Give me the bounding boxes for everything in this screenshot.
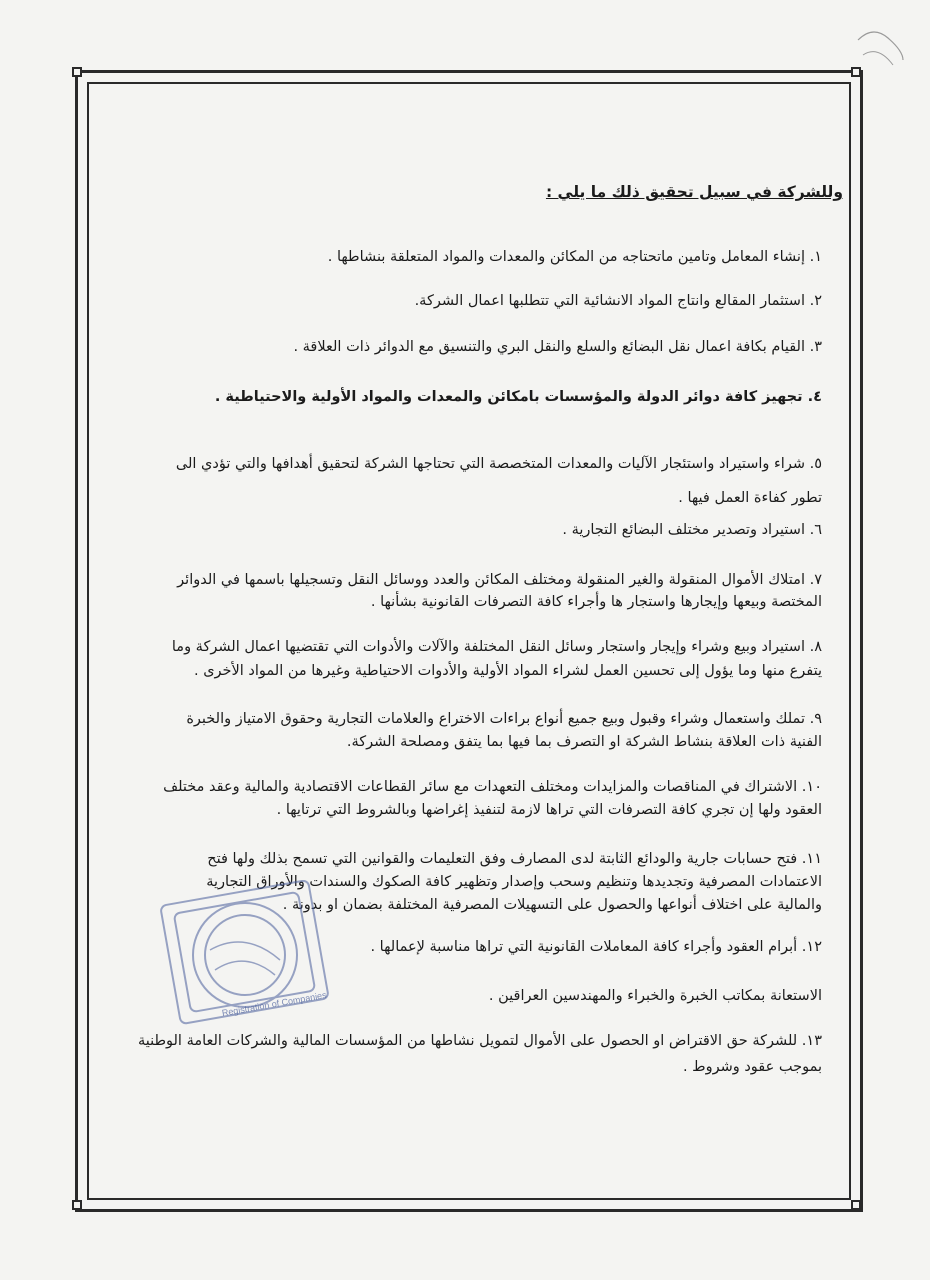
list-item: ٤. تجهيز كافة دوائر الدولة والمؤسسات بامكائن والمعدات والمواد الأولية والاحتياطية . (214, 389, 822, 405)
list-item: ٣. القيام بكافة اعمال نقل البضائع والسلع والنقل البري والتنسيق مع الدوائر ذات العلاقة . (293, 339, 822, 355)
border-corner-ornament (72, 1200, 82, 1210)
paragraph-line: الاستعانة بمكاتب الخبرة والخبراء والمهندسين العراقين . (488, 988, 822, 1004)
list-item-continuation: المختصة وبيعها وإيجارها واستجار ها وأجراء كافة التصرفات القانونية بشأنها . (370, 594, 822, 610)
list-item: ٦. استيراد وتصدير مختلف البضائع التجارية . (562, 522, 822, 538)
list-item-continuation: العقود ولها إن تجري كافة التصرفات التي تراها لازمة لتنفيذ إغراضها وبالشروط التي ترتايها . (276, 802, 822, 818)
list-item-continuation: الفنية ذات العلاقة بنشاط الشركة او التصرف بما فيها بما يتفق ومصلحة الشركة. (346, 734, 822, 750)
list-item: ٩. تملك واستعمال وشراء وقبول وبيع جميع أنواع براءات الاختراع والعلامات التجارية وحقوق الامتياز والخبرة (186, 711, 822, 727)
border-corner-ornament (851, 67, 861, 77)
list-item-continuation: تطور كفاءة العمل فيها . (678, 490, 822, 506)
list-item: ٢. استثمار المقالع وانتاج المواد الانشائية التي تتطلبها اعمال الشركة. (414, 293, 822, 309)
list-item: ٥. شراء واستيراد واستئجار الآليات والمعدات المتخصصة التي تحتاجها الشركة لتحقيق أهدافها والتي تؤدي الى (175, 456, 822, 472)
section-heading: وللشركة في سبيل تحقيق ذلك ما يلي : (545, 183, 843, 201)
list-item-continuation: والمالية على اختلاف أنواعها والحصول على التسهيلات المصرفية المختلفة بضمان او بدونة . (282, 897, 822, 913)
list-item-continuation: يتفرع منها وما يؤول إلى تحسين العمل لشراء المواد الأولية والأدوات الاحتياطية وغيرها من المواد الأخرى . (193, 663, 822, 679)
stamp-text: Registration of Companies (221, 989, 328, 1019)
list-item-continuation: الاعتمادات المصرفية وتجديدها وتنظيم وسحب وإصدار وتظهير كافة الصكوك والسندات والأوراق التجارية (206, 874, 822, 890)
list-item: ١٣. للشركة حق الاقتراض او الحصول على الأموال لتمويل نشاطها من المؤسسات المالية والشركات العامة الوطنية (137, 1033, 822, 1049)
list-item-continuation: بموجب عقود وشروط . (682, 1059, 822, 1075)
list-item: ٨. استيراد وبيع وشراء وإيجار واستجار وسائل النقل المختلفة والآلات والأدوات التي تقتضيها اعمال الشركة وما (171, 639, 822, 655)
list-item: ١١. فتح حسابات جارية والودائع الثابتة لدى المصارف وفق التعليمات والقوانين التي تسمح بذلك ولها فتح (207, 851, 822, 867)
list-item: ١٠. الاشتراك في المناقصات والمزايدات ومختلف التعهدات مع سائر القطاعات الاقتصادية والمالية وعقد مختلف (163, 779, 822, 795)
border-corner-ornament (851, 1200, 861, 1210)
list-item: ١٢. أبرام العقود وأجراء كافة المعاملات القانونية التي تراها مناسبة لإعمالها . (370, 939, 822, 955)
border-corner-ornament (72, 67, 82, 77)
list-item: ٧. امتلاك الأموال المنقولة والغير المنقولة ومختلف المكائن والعدد ووسائل النقل وتسجيلها باسمها في الدوائر (177, 572, 822, 588)
list-item: ١. إنشاء المعامل وتامين ماتحتاجه من المكائن والمعدات والمواد المتعلقة بنشاطها . (327, 249, 822, 265)
